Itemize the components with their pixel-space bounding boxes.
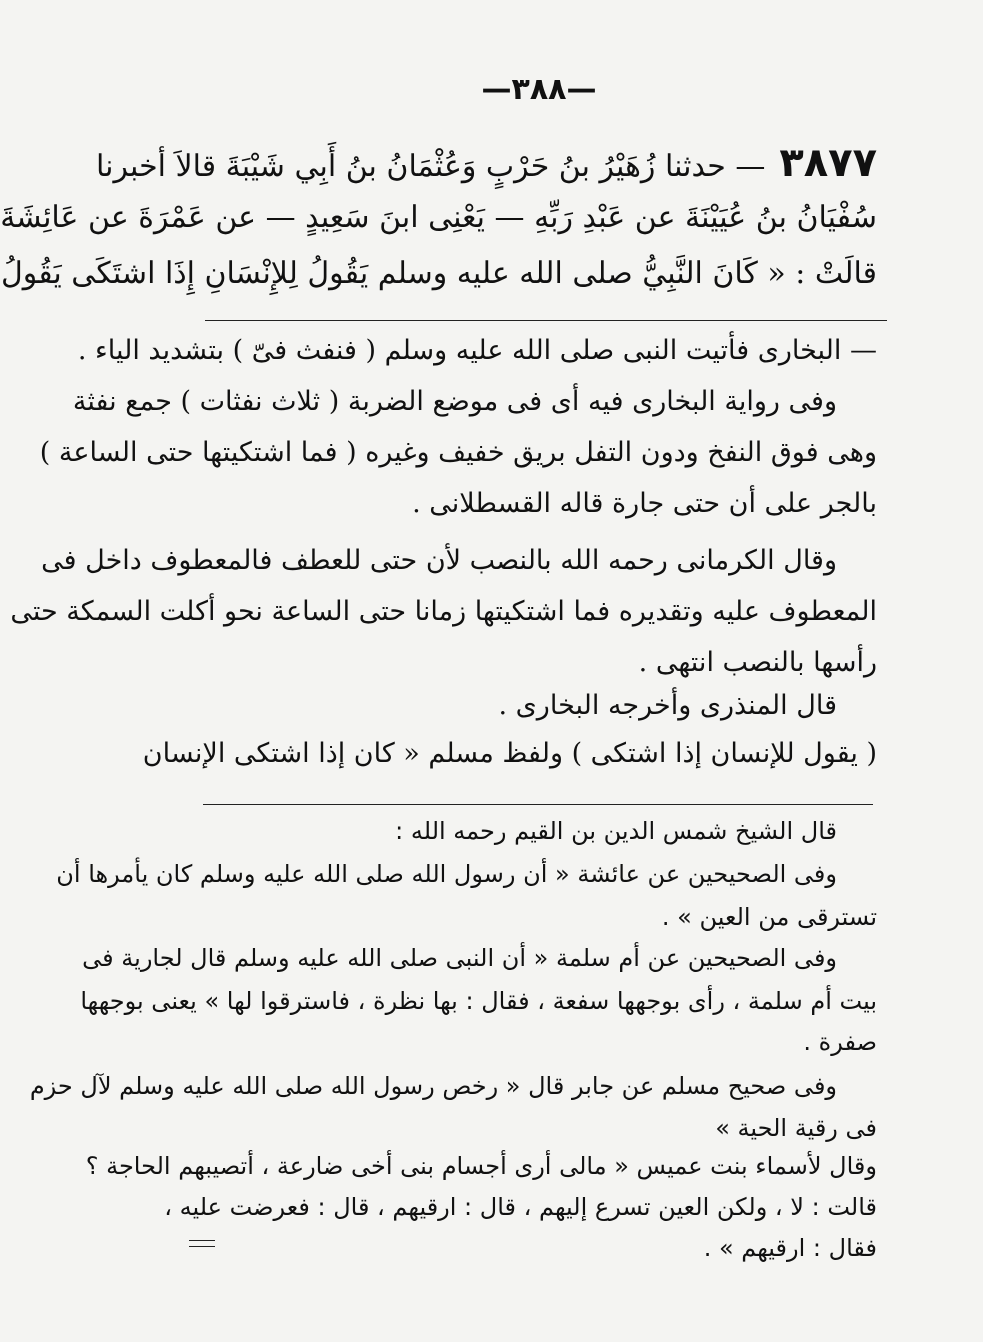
commentary-line-7: رأسها بالنصب انتهى . [638,647,877,678]
note-line-4: وفى الصحيحين عن أم سلمة « أن النبى صلى الله عليه وسلم قال لجارية فى [82,944,837,972]
note-line-2: وفى الصحيحين عن عائشة « أن رسول الله صلى الله عليه وسلم كان يأمرها أن [56,860,837,888]
commentary-line-6: المعطوف عليه وتقديره فما اشتكيتها زمانا حتى الساعة نحو أكلت السمكة حتى [10,596,877,627]
end-mark [189,1240,215,1247]
hadith-text-1: — حدثنا زُهَيْرُ بنُ حَرْبٍ وَعُثْمَانُ بنُ أَبِي شَيْبَةَ قالاَ أخبرنا [95,149,766,184]
note-line-9: وقال لأسماء بنت عميس « مالى أرى أجسام بنى أخى ضارعة ، أتصيبهم الحاجة ؟ [85,1152,877,1180]
hadith-line-2: سُفْيَانُ بنُ عُيَيْنَةَ عن عَبْدِ رَبِّهِ — يَعْنِى ابنَ سَعِيدٍ — عن عَمْرَةَ عن عَائِشَةَ [0,200,877,235]
note-line-7: وفى صحيح مسلم عن جابر قال « رخص رسول الله صلى الله عليه وسلم لآل حزم [29,1072,837,1100]
commentary-line-8: قال المنذرى وأخرجه البخارى . [498,690,837,721]
hadith-number: ٣٨٧٧ [779,140,877,186]
commentary-line-3: وهى فوق النفخ ودون التفل بريق خفيف وغيره ( فما اشتكيتها حتى الساعة ) [39,437,877,468]
note-line-8: فى رقية الحية » [715,1114,877,1142]
note-line-10: قالت : لا ، ولكن العين تسرع إليهم ، قال : ارقيهم ، قال : فعرضت عليه ، [164,1193,877,1221]
note-line-6: صفرة . [803,1028,877,1056]
commentary-line-1: — البخارى فأتيت النبى صلى الله عليه وسلم ( فنفث فىّ ) بتشديد الياء . [77,335,877,366]
page-number: —٣٨٨— [481,72,597,107]
hadith-line-1 [95,140,877,186]
footnote-rule [203,804,873,805]
note-line-5: بيت أم سلمة ، رأى بوجهها سفعة ، فقال : بها نظرة ، فاسترقوا لها » يعنى بوجهها [80,987,877,1015]
note-line-1: قال الشيخ شمس الدين بن القيم رحمه الله : [395,817,837,845]
commentary-line-5: وقال الكرمانى رحمه الله بالنصب لأن حتى للعطف فالمعطوف داخل فى [41,545,837,576]
commentary-line-9: ( يقول للإنسان إذا اشتكى ) ولفظ مسلم « كان إذا اشتكى الإنسان [142,738,877,769]
note-line-3: تسترقى من العين » . [661,903,877,931]
commentary-line-4: بالجر على أن حتى جارة قاله القسطلانى . [412,488,877,519]
note-line-11: فقال : ارقيهم » . [703,1234,877,1262]
hadith-line-3: قالَتْ : « كَانَ النَّبِيُّ صلى الله عليه وسلم يَقُولُ لِلإِنْسَانِ إِذَا اشتَكَى يَقُولُ [0,256,877,291]
commentary-line-2: وفى رواية البخارى فيه أى فى موضع الضربة ( ثلاث نفثات ) جمع نفثة [72,386,837,417]
separator-rule [205,320,887,321]
